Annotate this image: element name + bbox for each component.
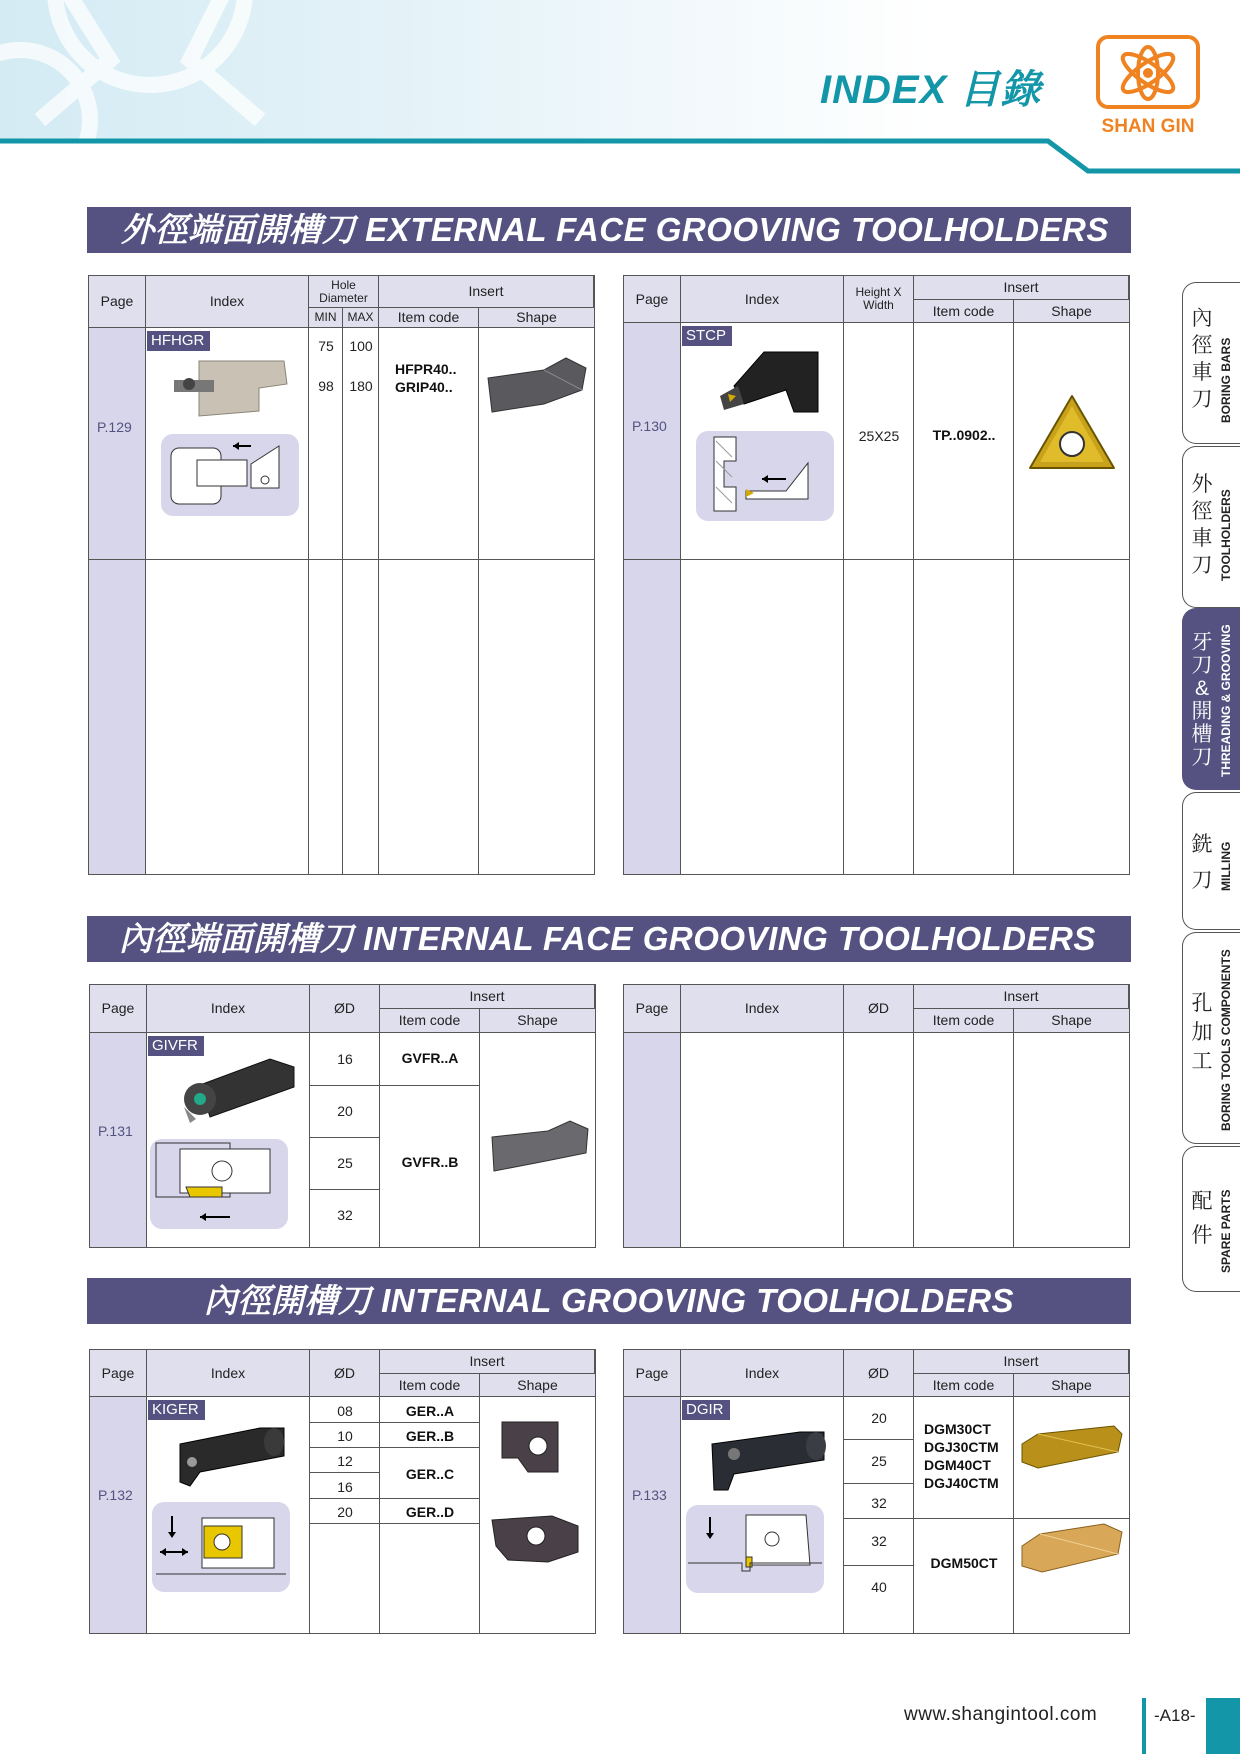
od-value-32a: 32	[871, 1495, 887, 1511]
header-od: ØD	[310, 1350, 380, 1397]
header-item-code: Item code	[914, 1374, 1014, 1397]
index-tag[interactable]: KIGER	[148, 1400, 205, 1420]
item-code-c[interactable]: GER..C	[405, 1466, 455, 1482]
od-value-16: 16	[337, 1479, 353, 1495]
table-hfhgr	[88, 275, 595, 875]
page-reference[interactable]: P.132	[98, 1487, 133, 1503]
gvfr-insert-shape	[488, 1119, 592, 1177]
od-value-10: 10	[337, 1428, 353, 1444]
header-od: ØD	[844, 1350, 914, 1397]
header-page: Page	[90, 985, 147, 1033]
header-item-code: Item code	[914, 1009, 1014, 1033]
side-tab-zh: 外 徑 車 刀	[1191, 473, 1213, 577]
side-tab-threading-grooving[interactable]	[1182, 608, 1240, 790]
dgir-diagram	[686, 1505, 824, 1593]
max-value-1: 100	[349, 338, 373, 354]
section-banner-internal-face: 內徑端面開槽刀 INTERNAL FACE GROOVING TOOLHOLDERS	[87, 916, 1131, 962]
header-min: MIN	[309, 308, 343, 328]
od-value-08: 08	[337, 1403, 353, 1419]
header-shape: Shape	[480, 1374, 595, 1397]
page-column	[89, 328, 146, 874]
page-column	[624, 1033, 681, 1247]
header-index: Index	[147, 985, 310, 1033]
footer-accent-block	[1206, 1698, 1240, 1754]
header-shape: Shape	[1014, 300, 1129, 323]
footer-divider	[1142, 1698, 1146, 1754]
side-tab-zh: 銑 刀	[1191, 833, 1213, 892]
logo-text: SHAN GIN	[1101, 116, 1195, 137]
header-page: Page	[90, 1350, 147, 1397]
od-value-20: 20	[337, 1504, 353, 1520]
header-divider-line	[0, 0, 1240, 180]
website-url[interactable]: www.shangintool.com	[904, 1704, 1098, 1725]
row-divider	[624, 559, 1129, 560]
side-tab-milling[interactable]	[1182, 792, 1240, 930]
page-number: -A18-	[1154, 1706, 1196, 1725]
hfhgr-diagram	[161, 434, 299, 516]
index-tag[interactable]: HFHGR	[147, 331, 210, 351]
table-dgir	[623, 1349, 1130, 1634]
header-shape: Shape	[1014, 1009, 1129, 1033]
header-max: MAX	[343, 308, 379, 328]
header-page: Page	[89, 276, 146, 328]
header-item-code: Item code	[914, 300, 1014, 323]
side-tab-en: TOOLHOLDERS	[1219, 489, 1233, 581]
page-reference[interactable]: P.129	[97, 419, 132, 435]
header-index: Index	[681, 276, 844, 323]
header-shape: Shape	[479, 308, 594, 328]
shan-gin-logo	[1096, 35, 1200, 109]
side-tab-en: SPARE PARTS	[1219, 1189, 1233, 1273]
ger-insert-shape-2	[488, 1512, 588, 1568]
item-code-a[interactable]: GVFR..A	[401, 1050, 459, 1066]
grooving-insert-shape	[484, 354, 590, 418]
header-item-code: Item code	[380, 1374, 480, 1397]
stcp-toolholder-image	[714, 346, 824, 426]
item-code-dgm30[interactable]: DGM30CT DGJ30CTM DGM40CT DGJ40CTM	[924, 1421, 999, 1491]
kiger-toolholder-image	[170, 1422, 290, 1494]
header-shape: Shape	[1014, 1374, 1129, 1397]
page-column	[624, 323, 681, 874]
section-banner-internal-grooving: 內徑開槽刀 INTERNAL GROOVING TOOLHOLDERS	[87, 1278, 1131, 1324]
item-code[interactable]: HFPR40.. GRIP40..	[395, 361, 457, 395]
item-code-b[interactable]: GVFR..B	[401, 1154, 459, 1170]
od-value-32: 32	[337, 1207, 353, 1223]
side-tab-zh: 牙 刀 & 開 槽 刀	[1191, 631, 1213, 769]
min-value-2: 98	[318, 378, 334, 394]
item-code-b[interactable]: GER..B	[405, 1428, 455, 1444]
table-empty	[623, 984, 1130, 1248]
header-item-code: Item code	[379, 308, 479, 328]
header-od: ØD	[844, 985, 914, 1033]
page-column	[90, 1033, 147, 1247]
side-tab-zh: 配 件	[1191, 1190, 1213, 1247]
side-tab-toolholders[interactable]	[1182, 446, 1240, 608]
header-insert: Insert	[380, 985, 595, 1009]
dgir-toolholder-image	[704, 1424, 828, 1496]
header-height-width: Height X Width	[844, 276, 914, 323]
index-tag[interactable]: DGIR	[682, 1400, 730, 1420]
atom-logo-icon	[1110, 43, 1186, 103]
row-divider	[89, 559, 594, 560]
item-code[interactable]: TP..0902..	[932, 427, 996, 443]
header-page: Page	[624, 1350, 681, 1397]
side-tab-en: BORING TOOLS COMPONENTS	[1219, 949, 1233, 1131]
od-value-20: 20	[871, 1410, 887, 1426]
od-value-25: 25	[871, 1453, 887, 1469]
header-od: ØD	[310, 985, 380, 1033]
header-index: Index	[147, 1350, 310, 1397]
header-hole-diameter: Hole Diameter	[309, 276, 379, 308]
header-insert: Insert	[380, 1350, 595, 1374]
item-code-a[interactable]: GER..A	[405, 1403, 455, 1419]
dgm-gold-insert-shape-2	[1018, 1520, 1126, 1580]
max-value-2: 180	[349, 378, 373, 394]
od-value-12: 12	[337, 1453, 353, 1469]
stcp-diagram	[696, 431, 834, 521]
header-shape: Shape	[480, 1009, 595, 1033]
index-title: INDEX 目錄	[820, 68, 1042, 112]
page-reference[interactable]: P.130	[632, 418, 667, 434]
side-tab-spare-parts[interactable]	[1182, 1146, 1240, 1292]
kiger-diagram	[152, 1502, 290, 1592]
hfhgr-toolholder-image	[169, 356, 289, 426]
header-item-code: Item code	[380, 1009, 480, 1033]
page-column	[90, 1397, 147, 1633]
header-insert: Insert	[914, 1350, 1129, 1374]
page-reference[interactable]: P.131	[98, 1123, 133, 1139]
section-banner-external-face: 外徑端面開槽刀 EXTERNAL FACE GROOVING TOOLHOLDERS	[87, 207, 1131, 253]
page-reference[interactable]: P.133	[632, 1487, 667, 1503]
table-stcp	[623, 275, 1130, 875]
header-insert: Insert	[379, 276, 594, 308]
side-tab-en: MILLING	[1219, 841, 1233, 891]
item-code-dgm50[interactable]: DGM50CT	[930, 1555, 998, 1571]
side-tab-en: BORING BARS	[1219, 337, 1233, 423]
header-index: Index	[681, 1350, 844, 1397]
header-index: Index	[681, 985, 844, 1033]
header-index: Index	[146, 276, 309, 328]
height-width-value: 25X25	[858, 428, 900, 444]
givfr-toolholder-image	[170, 1055, 300, 1127]
header-insert: Insert	[914, 985, 1129, 1009]
od-value-25: 25	[337, 1155, 353, 1171]
index-tag[interactable]: GIVFR	[148, 1036, 204, 1056]
od-value-20: 20	[337, 1103, 353, 1119]
header-insert: Insert	[914, 276, 1129, 300]
side-tab-zh: 內 徑 車 刀	[1191, 307, 1213, 411]
od-value-40: 40	[871, 1579, 887, 1595]
dgm-gold-insert-shape-1	[1018, 1422, 1126, 1476]
side-tab-boring-tools[interactable]	[1182, 932, 1240, 1144]
side-tab-en: THREADING & GROOVING	[1219, 624, 1233, 777]
min-value-1: 75	[318, 338, 334, 354]
triangle-insert-shape	[1026, 392, 1118, 474]
givfr-diagram	[150, 1139, 288, 1229]
table-kiger	[89, 1349, 596, 1634]
index-tag[interactable]: STCP	[682, 326, 732, 346]
od-value-32b: 32	[871, 1533, 887, 1549]
header-page: Page	[624, 276, 681, 323]
header-page: Page	[624, 985, 681, 1033]
page-column	[624, 1397, 681, 1633]
ger-insert-shape-1	[498, 1418, 564, 1476]
side-tab-zh: 孔 加 工	[1191, 992, 1213, 1073]
side-tab-boring-bars[interactable]	[1182, 282, 1240, 444]
table-givfr	[89, 984, 596, 1248]
item-code-d[interactable]: GER..D	[405, 1504, 455, 1520]
od-value-16: 16	[337, 1051, 353, 1067]
